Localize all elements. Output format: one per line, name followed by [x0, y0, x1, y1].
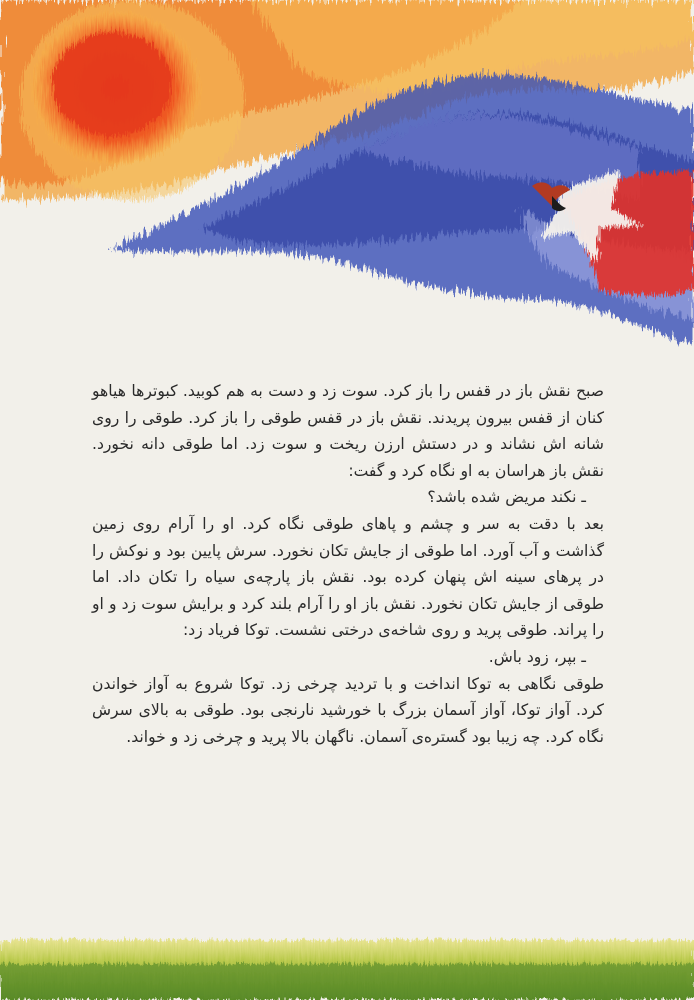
- story-text: [92, 378, 604, 750]
- dialog-line: ـ بپر، زود باش.: [488, 647, 586, 666]
- paragraph: صبح نقش باز در قفس را باز کرد. سوت زد و دست به هم کوبید. کبوترها هیاهو کنان از قفس بیرون پریدند. نقش باز در قفس طوقی را باز کرد. طوقی را روی شانه اش نشاند و در دستش ارزن ریخت و سوت زد. اما طوقی دانه نخورد. نقش باز هراسان به او نگاه کرد و گفت:: [92, 382, 604, 480]
- grass-strip: [0, 930, 694, 1000]
- dialog-line: ـ نکند مریض شده باشد؟: [427, 488, 586, 507]
- crayon-sky-illustration: [0, 0, 694, 380]
- sun-icon: [20, 0, 244, 200]
- paragraph: طوقی نگاهی به توکا انداخت و با تردید چرخی زد. توکا شروع به آواز خواندن کرد. آواز توکا، آواز آسمان بزرگ با خورشید نارنجی بود. طوقی به بالای سرش نگاه کرد. چه زیبا بود گستره‌ی آسمان. ناگهان بالا پرید و چرخی زد و خواند.: [92, 674, 604, 746]
- paragraph: بعد با دقت به سر و چشم و پاهای طوقی نگاه کرد. او را آرام روی زمین گذاشت و آب آورد. اما طوقی از جایش تکان نخورد. سرش پایین بود و نوکش را در پرهای سینه اش پنهان کرده بود. نقش باز پارچه‌ی سیاه را تکان داد. اما طوقی از جایش تکان نخورد. نقش باز او را آرام بلند کرد و برایش سوت زد و او را پراند. طوقی پرید و روی شاخه‌ی درختی نشست. توکا فریاد زد:: [92, 514, 604, 640]
